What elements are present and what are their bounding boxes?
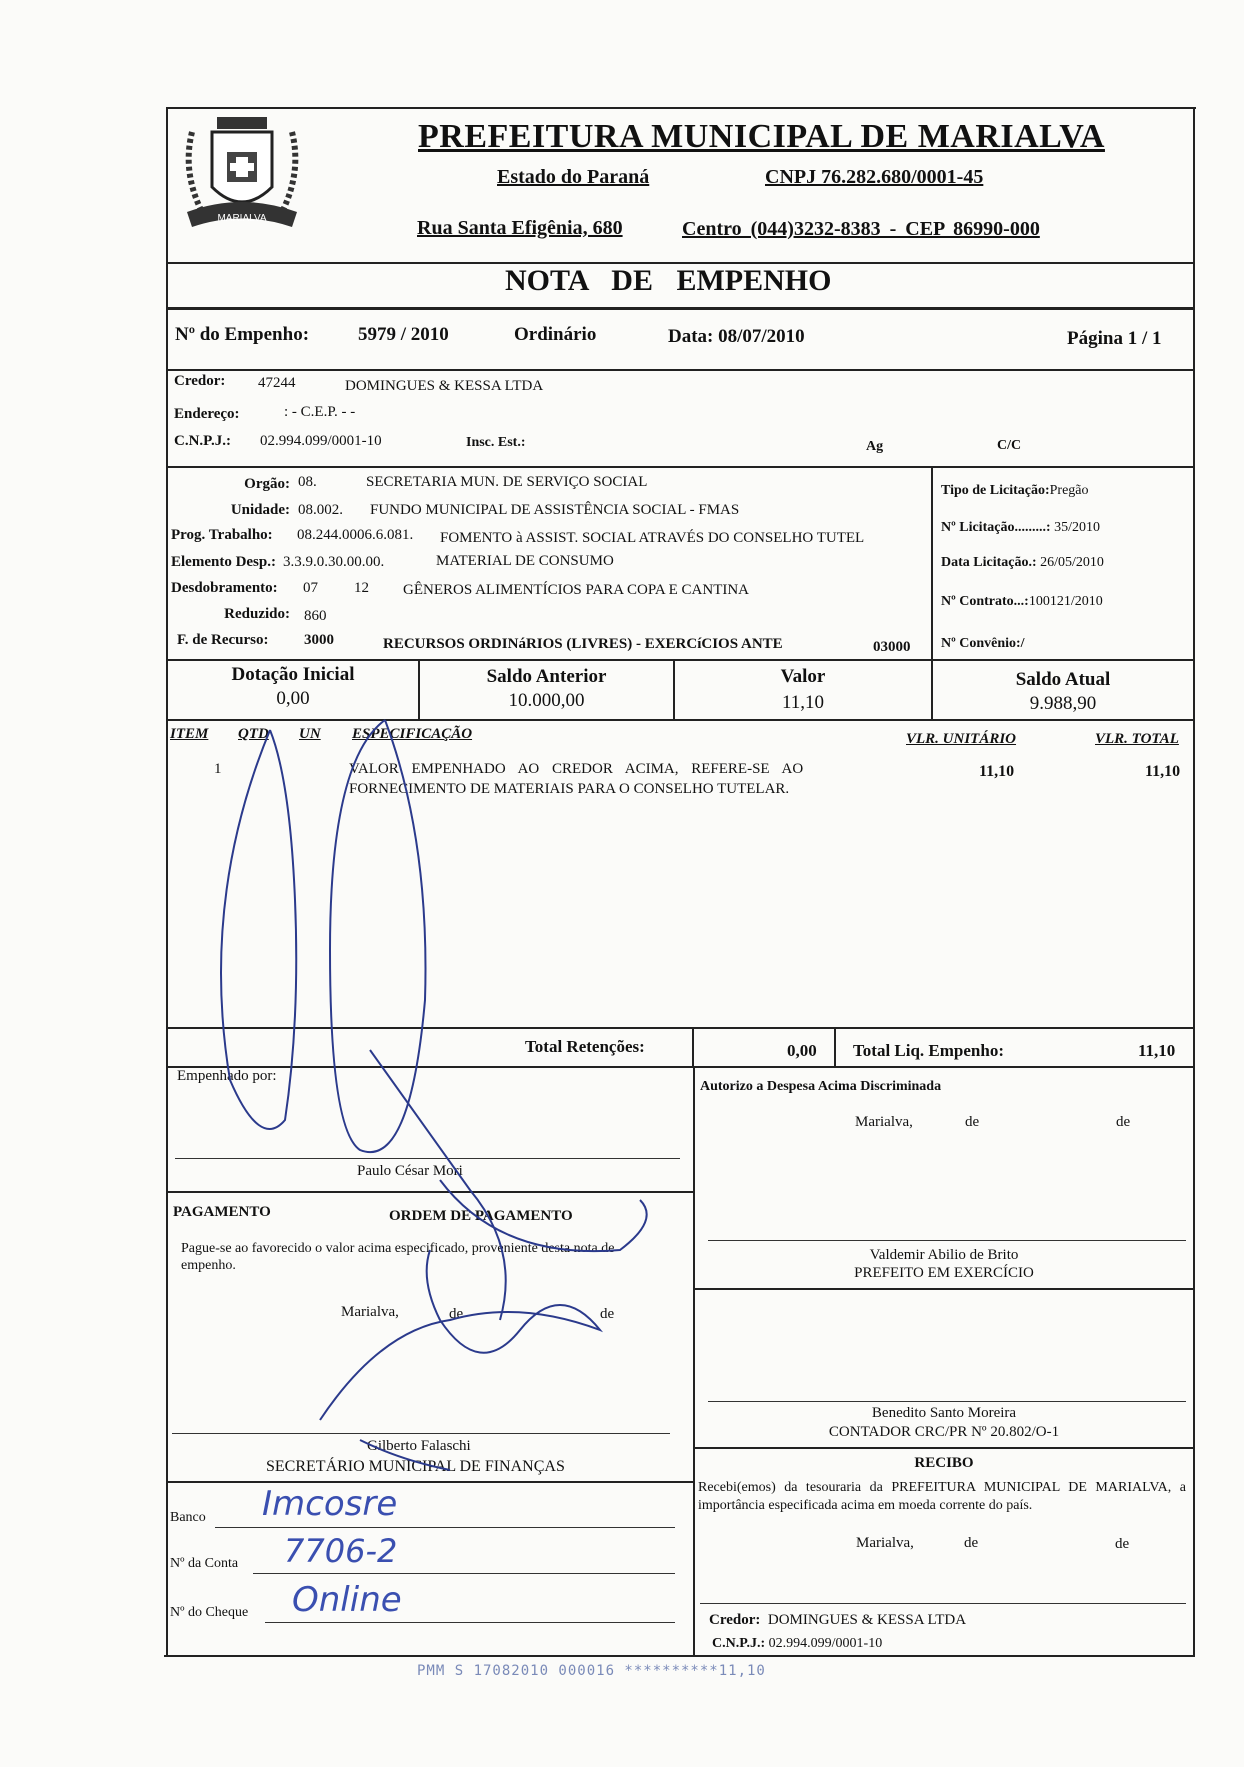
endereco-label: Endereço:	[174, 406, 240, 422]
ordem-label: ORDEM DE PAGAMENTO	[389, 1208, 573, 1224]
col-qtd: QTD	[238, 726, 269, 742]
liquido-label: Total Liq. Empenho:	[853, 1041, 1004, 1060]
cnpj-value: 02.994.099/0001-10	[260, 433, 382, 449]
banco-field[interactable]: Imcosre	[262, 1484, 398, 1524]
empenho-label: Nº do Empenho:	[175, 324, 310, 345]
prefeito-title: PREFEITO EM EXERCÍCIO	[854, 1265, 1034, 1281]
row-unit: 11,10	[979, 763, 1015, 780]
desdob-a: 07	[303, 580, 318, 596]
recurso-label: F. de Recurso:	[177, 632, 269, 648]
credor-label: Credor:	[174, 373, 226, 389]
conta-field[interactable]: 7706-2	[284, 1532, 398, 1570]
cheque-field[interactable]: Online	[292, 1580, 402, 1620]
endereco-value: : - C.E.P. - -	[284, 404, 356, 420]
anterior-value: 10.000,00	[508, 690, 585, 711]
row-item: 1	[214, 761, 222, 777]
licitacao-tipo-value: Pregão	[1049, 483, 1089, 498]
desdob-label: Desdobramento:	[171, 580, 278, 596]
prog-code: 08.244.0006.6.081.	[297, 527, 414, 543]
recibo-label: RECIBO	[914, 1455, 974, 1471]
pagamento-label: PAGAMENTO	[173, 1204, 271, 1220]
elemento-code: 3.3.9.0.30.00.00.	[283, 554, 385, 570]
prog-label: Prog. Trabalho:	[171, 527, 273, 543]
prog-desc: FOMENTO à ASSIST. SOCIAL ATRAVÉS DO CONSELHO TUTEL	[440, 530, 865, 546]
retencoes-label: Total Retenções:	[525, 1037, 645, 1056]
header-state: Estado do Paraná	[497, 166, 650, 188]
secretario-title: SECRETÁRIO MUNICIPAL DE FINANÇAS	[266, 1458, 565, 1475]
left-de2: de	[600, 1306, 615, 1322]
col-espec: ESPECIFICAÇÃO	[352, 726, 473, 742]
col-un: UN	[299, 726, 321, 742]
header-cnpj: CNPJ 76.282.680/0001-45	[765, 166, 984, 188]
row-desc-line2: FORNECIMENTO DE MATERIAIS PARA O CONSELHO TUTELAR.	[349, 781, 790, 797]
left-de1: de	[449, 1306, 464, 1322]
svg-text:MARIALVA: MARIALVA	[217, 213, 267, 224]
header-address: Centro (044)3232-8383 - CEP 86990-000	[682, 218, 1040, 240]
empenho-number: 5979 / 2010	[358, 324, 449, 345]
anterior-label: Saldo Anterior	[486, 666, 607, 687]
document-title: NOTA DE EMPENHO	[505, 264, 832, 297]
licitacao-num-value: 35/2010	[1054, 520, 1100, 535]
empenho-date: Data: 08/07/2010	[668, 326, 805, 347]
row-total: 11,10	[1145, 763, 1181, 780]
valor-label: Valor	[780, 666, 826, 687]
recibo-credor-label: Credor:	[709, 1612, 761, 1628]
credor-name: DOMINGUES & KESSA LTDA	[345, 378, 544, 394]
prefeito-name: Valdemir Abilio de Brito	[869, 1247, 1019, 1263]
secretario-name: Gilberto Falaschi	[367, 1438, 471, 1454]
col-unit: VLR. UNITÁRIO	[906, 731, 1017, 747]
recurso-desc: RECURSOS ORDINáRIOS (LIVRES) - EXERCíCIOS ANTE	[383, 636, 783, 652]
licitacao-contrato-value: 100121/2010	[1028, 594, 1103, 609]
licitacao-convenio: Nº Convênio:/	[941, 636, 1025, 651]
empenhado-name: Paulo César Mori	[357, 1163, 463, 1179]
desdob-b: 12	[354, 580, 369, 596]
recibo-de2: de	[1115, 1536, 1130, 1552]
left-marialva: Marialva,	[341, 1304, 399, 1320]
ag-label: Ag	[866, 439, 884, 454]
recibo-marialva: Marialva,	[856, 1535, 914, 1551]
header-street: Rua Santa Efigênia, 680	[417, 217, 623, 239]
contador-name: Benedito Santo Moreira	[871, 1405, 1017, 1421]
empenho-type: Ordinário	[514, 324, 597, 345]
page-number: Página 1 / 1	[1067, 328, 1162, 349]
atual-label: Saldo Atual	[1015, 669, 1111, 690]
recibo-de1: de	[964, 1535, 979, 1551]
licitacao-tipo-label: Tipo de Licitação:	[941, 483, 1050, 498]
row-desc-line1: VALOR EMPENHADO AO CREDOR ACIMA, REFERE-SE AO	[349, 761, 804, 777]
elemento-desc: MATERIAL DE CONSUMO	[436, 553, 614, 569]
unidade-desc: FUNDO MUNICIPAL DE ASSISTÊNCIA SOCIAL - FMAS	[370, 502, 740, 518]
dotacao-label: Dotação Inicial	[231, 664, 355, 685]
recurso-code2: 03000	[873, 639, 911, 655]
recurso-code: 3000	[304, 632, 334, 648]
pague-text: Pague-se ao favorecido o valor acima especificado, proveniente desta nota de empenho.	[181, 1241, 615, 1273]
insc-label: Insc. Est.:	[466, 435, 526, 450]
reduzido-value: 860	[304, 608, 327, 624]
liquido-value: 11,10	[1138, 1041, 1176, 1060]
desdob-desc: GÊNEROS ALIMENTÍCIOS PARA COPA E CANTINA	[403, 582, 750, 598]
licitacao-num-label: Nº Licitação.........:	[941, 520, 1051, 535]
conta-label: Nº da Conta	[170, 1556, 239, 1571]
credor-code: 47244	[258, 375, 296, 391]
dotacao-value: 0,00	[276, 688, 310, 709]
reduzido-label: Reduzido:	[224, 606, 290, 622]
header-title: PREFEITURA MUNICIPAL DE MARIALVA	[418, 118, 1105, 155]
cc-label: C/C	[997, 438, 1022, 453]
unidade-label: Unidade:	[230, 502, 290, 518]
contador-title: CONTADOR CRC/PR Nº 20.802/O-1	[828, 1424, 1060, 1440]
licitacao-data-label: Data Licitação.:	[941, 555, 1037, 570]
recibo-cnpj-label: C.N.P.J.:	[712, 1636, 766, 1651]
right-de1: de	[965, 1114, 980, 1130]
retencoes-value: 0,00	[787, 1041, 817, 1060]
cheque-label: Nº do Cheque	[170, 1605, 249, 1620]
valor-value: 11,10	[781, 692, 825, 713]
empenhado-label: Empenhado por:	[177, 1068, 277, 1084]
licitacao-contrato-label: Nº Contrato...:	[941, 594, 1029, 609]
orgao-desc: SECRETARIA MUN. DE SERVIÇO SOCIAL	[366, 474, 648, 490]
banco-label: Banco	[170, 1510, 206, 1525]
autorizo-text: Autorizo a Despesa Acima Discriminada	[700, 1079, 942, 1094]
right-marialva: Marialva,	[855, 1114, 913, 1130]
elemento-label: Elemento Desp.:	[171, 554, 276, 570]
machine-stamp: PMM S 17082010 000016 **********11,10	[417, 1663, 766, 1679]
cnpj-label: C.N.P.J.:	[174, 433, 231, 449]
atual-value: 9.988,90	[1029, 693, 1097, 714]
licitacao-data-value: 26/05/2010	[1040, 555, 1104, 570]
recibo-credor-value: DOMINGUES & KESSA LTDA	[767, 1612, 967, 1628]
orgao-code: 08.	[298, 474, 317, 490]
unidade-code: 08.002.	[298, 502, 343, 518]
orgao-label: Orgão:	[244, 476, 290, 492]
right-de2: de	[1116, 1114, 1131, 1130]
col-total: VLR. TOTAL	[1095, 731, 1179, 747]
recibo-text: Recebi(emos) da tesouraria da PREFEITURA MUNICIPAL DE MARIALVA, a importância especificada acima em moeda corrente do país.	[698, 1480, 1186, 1513]
col-item: ITEM	[170, 726, 209, 742]
recibo-cnpj-value: 02.994.099/0001-10	[768, 1636, 883, 1651]
